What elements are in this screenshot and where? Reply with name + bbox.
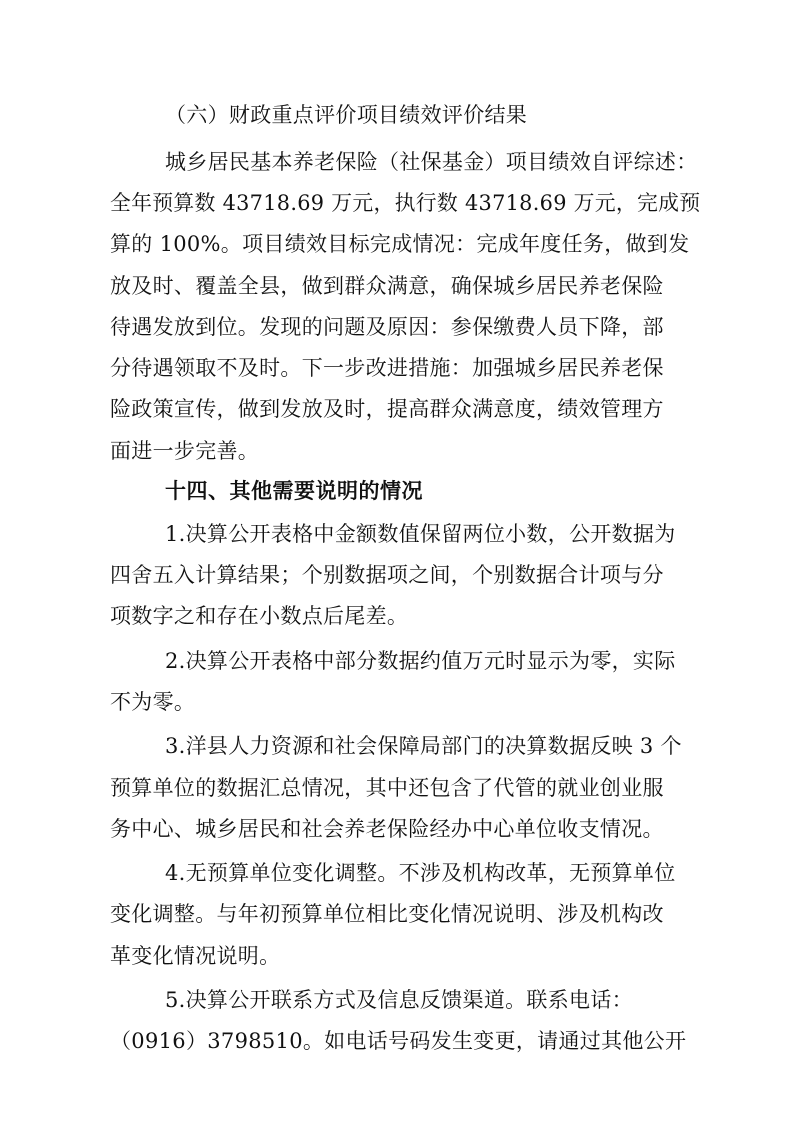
paragraph-line: 面进一步完善。: [110, 439, 260, 463]
paragraph-line: 变化调整。与年初预算单位相比变化情况说明、涉及机构改: [110, 902, 664, 926]
section-fourteen-heading: 十四、其他需要说明的情况: [165, 479, 423, 503]
paragraph-line: 全年预算数 43718.69 万元，执行数 43718.69 万元，完成预: [110, 191, 701, 215]
paragraph-line: 算的 100%。项目绩效目标完成情况：完成年度任务，做到发: [110, 232, 690, 256]
paragraph-line: 4.无预算单位变化调整。不涉及机构改革，无预算单位: [165, 861, 676, 885]
paragraph-line: 待遇发放到位。发现的问题及原因：参保缴费人员下降，部: [110, 315, 664, 339]
paragraph-line: （0916）3798510。如电话号码发生变更，请通过其他公开: [110, 1029, 687, 1053]
paragraph-line: 5.决算公开联系方式及信息反馈渠道。联系电话：: [165, 988, 633, 1012]
paragraph-line: 务中心、城乡居民和社会养老保险经办中心单位收支情况。: [110, 817, 664, 841]
paragraph-line: 险政策宣传，做到发放及时，提高群众满意度，绩效管理方: [110, 397, 664, 421]
paragraph-line: 城乡居民基本养老保险（社保基金）项目绩效自评综述：: [165, 150, 698, 174]
paragraph-line: 2.决算公开表格中部分数据约值万元时显示为零，实际: [165, 649, 676, 673]
paragraph-line: 革变化情况说明。: [110, 944, 281, 968]
paragraph-line: 四舍五入计算结果；个别数据项之间，个别数据合计项与分: [110, 563, 664, 587]
paragraph-line: 预算单位的数据汇总情况，其中还包含了代管的就业创业服: [110, 776, 664, 800]
paragraph-line: 放及时、覆盖全县，做到群众满意，确保城乡居民养老保险: [110, 274, 664, 298]
section-six-heading: （六）财政重点评价项目绩效评价结果: [165, 103, 528, 127]
paragraph-line: 不为零。: [110, 690, 196, 714]
paragraph-line: 分待遇领取不及时。下一步改进措施：加强城乡居民养老保: [110, 356, 664, 380]
paragraph-line: 项数字之和存在小数点后尾差。: [110, 604, 409, 628]
paragraph-line: 3.洋县人力资源和社会保障局部门的决算数据反映 3 个: [165, 734, 682, 758]
paragraph-line: 1.决算公开表格中金额数值保留两位小数，公开数据为: [165, 522, 676, 546]
